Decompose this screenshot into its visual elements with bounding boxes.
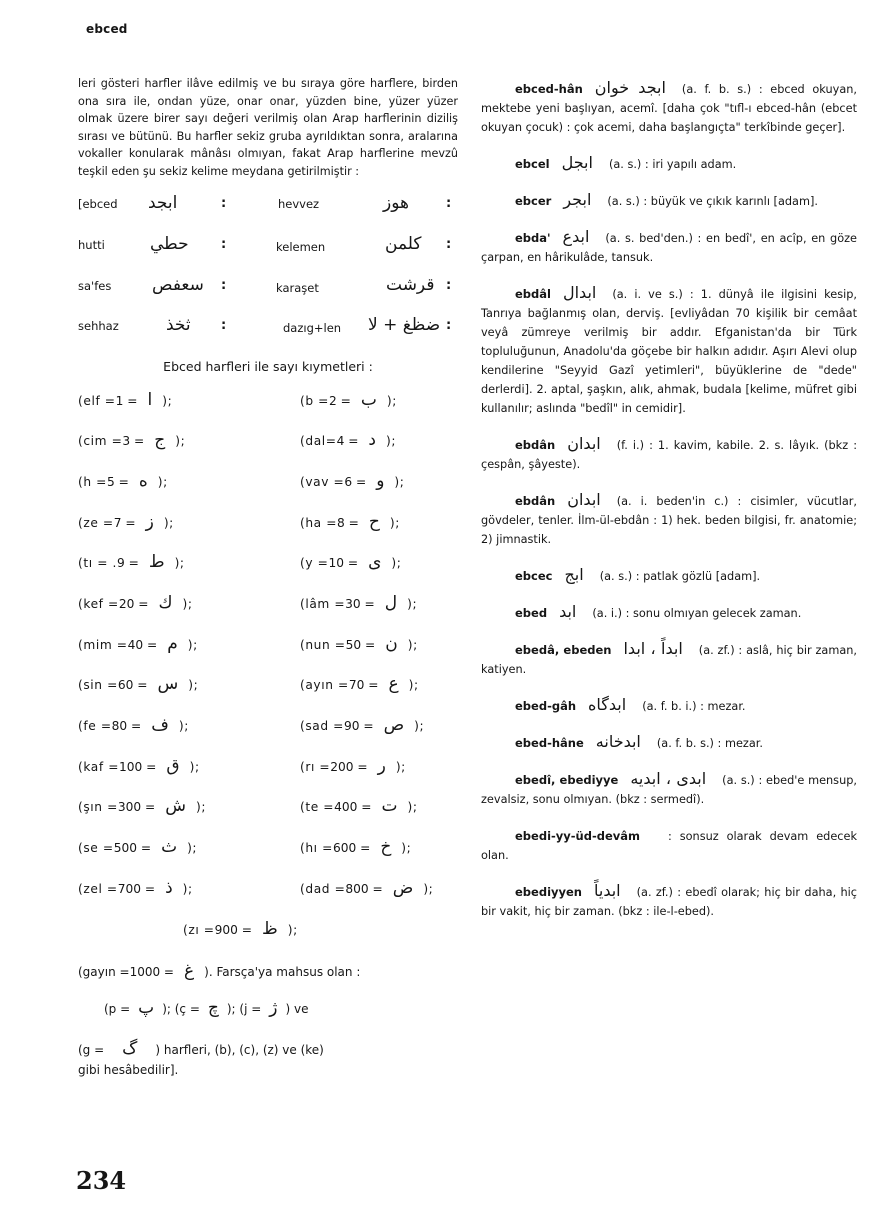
headword: ebced-hân: [515, 82, 583, 96]
abjad-latin: sa'fes: [78, 278, 112, 293]
letter-name: (kef =: [78, 597, 119, 611]
letter-glyph: ط: [148, 552, 165, 573]
definition: (a. s.) : patlak gözlü [adam].: [599, 570, 761, 583]
value-row: [78, 390, 458, 431]
letter-value: = 500);: [113, 841, 198, 856]
letter-name: (fe =: [78, 719, 112, 734]
letter-value: = 30);: [345, 597, 418, 611]
abjad-latin: karaşet: [276, 280, 319, 295]
letter-glyph: د: [368, 430, 376, 451]
letter-name: (sad =: [300, 719, 344, 734]
letter-glyph: ض: [392, 877, 414, 898]
left-column: [78, 75, 458, 1080]
letter-glyph: ذ: [165, 877, 173, 898]
letter-glyph: ج: [154, 430, 166, 451]
dictionary-entry: [481, 190, 857, 211]
headword-arabic: ابد: [559, 602, 577, 621]
definition: (a. i.) : sonu olmıyan gelecek zaman.: [592, 607, 802, 620]
dictionary-entry: [481, 825, 857, 865]
definition: (a. s.) : ebed'e mensup, zevalsiz, sonu olmıyan. (bkz : sermedî).: [481, 774, 857, 806]
headword-arabic: ابدى ، ابديه: [630, 769, 707, 788]
headword: ebed: [515, 606, 548, 620]
dictionary-entry: [481, 434, 857, 474]
letter-name: (zı =: [183, 922, 215, 937]
letter-value: = 6);: [344, 474, 405, 489]
headword-arabic: ابجد خوان: [594, 78, 666, 97]
closing-line: gibi hesâbedilir].: [78, 1063, 179, 1078]
headword: ebed-hâne: [515, 736, 584, 750]
g-line: (g = گ ) harfleri, (b), (c), (z) ve (ke): [78, 1039, 324, 1060]
dictionary-entry: [481, 565, 857, 586]
dictionary-entry: [481, 78, 857, 137]
headword: ebedâ, ebeden: [515, 643, 612, 657]
persian-letters-note: [78, 961, 458, 1080]
definition: (a. s. bed'den.) : en bedî', en acîp, en göze çarpan, en hârikulâde, tansuk.: [481, 232, 857, 264]
persian-line: (p = پ ); (ç = چ ); (j = ژ ) ve: [104, 998, 309, 1019]
abjad-arabic: سعفص: [152, 274, 204, 295]
letter-value: = 2);: [328, 393, 397, 408]
letter-glyph: ژ: [269, 998, 278, 1019]
separator: :: [221, 195, 227, 211]
letter-name: (b =: [300, 393, 329, 408]
definition: (a. i. ve s.) : 1. dünyâ ile ilgisini kesip, Tanrıya bağlanmış olan, derviş. [evliyâdan 70 kişilik bir cemâat veyâ zümreye verilmiş bir addır. Efganistan'da bir Türk topluluğunun, Anadolu'da göçebe bir halkın adıdır. Aşırı Alevi olup kendilerine "Seyyid Gazî yetimleri", büyüklerine de "dede" derlerdi]. 2. aptal, şaşkın, alık, ahmak, budala [kelime, müfret gibi kullanılır; aslında "bedîl" in cemidir].: [481, 288, 857, 415]
letter-glyph: ك: [158, 593, 173, 613]
abjad-latin: hutti: [78, 237, 105, 252]
headword-arabic: ابدخانه: [595, 732, 641, 751]
headword: ebediyyen: [515, 885, 582, 899]
dictionary-entry: [481, 283, 857, 418]
value-row: [78, 471, 458, 512]
headword-arabic: ابجل: [561, 153, 593, 172]
headword: ebedi-yy-üd-devâm: [515, 829, 641, 843]
letter-value: = 70);: [348, 678, 419, 693]
letter-glyph: و: [376, 470, 385, 491]
headword-arabic: ابدال: [562, 283, 597, 302]
definition: (a. zf.) : aslâ, hiç bir zaman, katiyen.: [481, 644, 857, 676]
separator: :: [446, 236, 452, 252]
headword: ebda': [515, 231, 551, 245]
headword-arabic: ابداً ، ابدا: [623, 639, 683, 658]
separator: :: [221, 277, 227, 293]
abjad-words-grid: [78, 191, 458, 351]
headword-arabic: ابجر: [563, 190, 592, 209]
definition: (a. s.) : büyük ve çıkık karınlı [adam].: [607, 195, 818, 208]
letter-name: (hı =: [300, 841, 333, 856]
letter-name: (te =: [300, 800, 335, 815]
letter-values-table: [78, 390, 458, 960]
letter-name: (rı =: [300, 759, 331, 774]
dictionary-entry: [481, 639, 857, 679]
letter-name: (y =: [300, 556, 329, 571]
headword-arabic: ابدياً: [593, 881, 621, 900]
value-row: [78, 430, 458, 471]
letter-glyph: ى: [368, 552, 382, 573]
headword: ebed-gâh: [515, 699, 577, 713]
letter-value: = 9);: [116, 556, 185, 571]
letter-name: (sin =: [78, 678, 118, 693]
letter-name: (zel =: [78, 881, 118, 896]
letter-name: (dal=: [300, 434, 337, 449]
letter-value: = 7);: [113, 515, 174, 530]
abjad-latin: hevvez: [278, 196, 320, 211]
abjad-latin: dazıg+len: [283, 320, 342, 335]
letter-glyph: ق: [166, 755, 180, 776]
letter-value: = 80);: [111, 719, 189, 734]
value-row: [78, 756, 458, 797]
letter-value: = 60);: [117, 678, 199, 693]
letter-name: (dad =: [300, 881, 346, 896]
letter-name: (tı = .: [78, 556, 117, 571]
letter-value: = 8);: [337, 515, 400, 530]
letter-value: = 50);: [345, 637, 418, 652]
abjad-arabic: حطي: [150, 233, 189, 254]
headword-arabic: ابدان: [567, 434, 601, 453]
letter-glyph: ر: [377, 755, 386, 776]
headword-arabic: ابدان: [567, 490, 601, 509]
letter-glyph: س: [157, 674, 179, 695]
letter-name: (ayın =: [300, 678, 349, 693]
value-row: [78, 674, 458, 715]
letter-glyph: ظ: [261, 918, 278, 939]
definition: (a. zf.) : ebedî olarak; hiç bir daha, hiç bir vakit, hiç bir zaman. (bkz : ile-l-ebed).: [481, 886, 857, 918]
letter-name: (şın =: [78, 800, 118, 815]
definition: : sonsuz olarak devam edecek olan.: [481, 830, 857, 862]
abjad-arabic: قرشت: [386, 274, 435, 295]
definition: (a. f. b. i.) : mezar.: [642, 700, 746, 713]
letter-value: = 20);: [118, 597, 193, 611]
letter-name: (kaf =: [78, 759, 120, 774]
headword: ebdân: [515, 494, 556, 508]
abjad-arabic: ابجد: [148, 192, 178, 213]
letter-name: (se =: [78, 841, 114, 856]
dictionary-entry: [481, 602, 857, 623]
headword: ebdân: [515, 438, 556, 452]
letter-name: (ze =: [78, 515, 114, 530]
page-number: 234: [76, 1166, 127, 1195]
letter-value: = 3);: [122, 434, 186, 449]
dictionary-entry: [481, 227, 857, 267]
dictionary-entry: [481, 695, 857, 716]
value-row: [78, 837, 458, 878]
letter-name: (h =: [78, 474, 107, 489]
dictionary-entry: [481, 769, 857, 809]
letter-glyph: ف: [151, 715, 169, 736]
letter-glyph: ص: [383, 715, 405, 736]
letter-value: = 40);: [127, 637, 198, 652]
abjad-arabic: ثخذ: [166, 314, 191, 335]
dictionary-entry: [481, 732, 857, 753]
letter-value: = 900);: [214, 922, 298, 937]
letter-value: = 90);: [344, 719, 425, 734]
headword: ebcer: [515, 194, 552, 208]
letter-value: = 100);: [119, 759, 200, 774]
letter-glyph: ع: [388, 674, 399, 695]
running-head: ebced: [86, 22, 128, 36]
letter-glyph: ز: [145, 511, 154, 532]
letter-glyph: ح: [368, 511, 380, 532]
intro-paragraph: leri gösteri harfler ilâve edilmiş ve bu sıraya göre harflere, birden ona sıra ile, ondan yüze, onar onar, yüzden bine, yüzer yüzer olmak üzere birer sayı değeri verilmiş olan Arap harflerinin diziliş sırası ve bütünü. Bu harfler sekiz gruba ayrıldıktan sonra, aralarına vokaller konularak mânâsı olmıyan, fakat Arap harflerine mevzû teşkil eden şu sekiz kelime meydana getirilmiştir :: [78, 77, 458, 178]
letter-glyph: گ: [122, 1039, 138, 1060]
separator: :: [221, 236, 227, 252]
abjad-arabic: ضظغ + لا: [368, 314, 441, 335]
headword: ebcec: [515, 569, 553, 583]
letter-glyph: ا: [147, 389, 153, 410]
value-row: [78, 919, 458, 960]
right-column: [481, 78, 857, 937]
letter-glyph: ه: [138, 470, 148, 491]
gayin-line: (gayın = غ= 1000). Farsça'ya mahsus olan :: [78, 961, 361, 982]
dictionary-entry: [481, 490, 857, 549]
letter-glyph: ل: [384, 593, 398, 613]
headword: ebcel: [515, 157, 550, 171]
letter-glyph: غ: [183, 961, 195, 982]
definition: (f. i.) : 1. kavim, kabile. 2. s. lâyık. (bkz : çespân, şâyeste).: [481, 439, 857, 471]
letter-glyph: چ: [207, 998, 219, 1019]
value-row: [78, 715, 458, 756]
headword: ebdâl: [515, 287, 551, 301]
letter-name: (cim =: [78, 434, 123, 449]
letter-value: = 600);: [332, 841, 412, 856]
dictionary-entry: [481, 153, 857, 174]
dictionary-entry: [481, 881, 857, 921]
headword-arabic: ابج: [564, 565, 584, 584]
letter-name: (nun =: [300, 637, 346, 652]
letter-glyph: ث: [161, 837, 178, 858]
separator: :: [221, 317, 227, 333]
letter-glyph: ن: [385, 633, 398, 654]
definition: (a. f. b. s.) : ebced okuyan, mektebe yeni başlıyan, acemî. [daha çok "tıfl-ı ebced-hân (ebcet okuyan çocuk) : çok acemi, daha başlangıçta" terkîbinde geçer].: [481, 83, 857, 134]
separator: :: [446, 195, 452, 211]
letter-value: = 400);: [334, 800, 418, 815]
definition: (a. i. beden'in c.) : cisimler, vücutlar, gövdeler, tenler. İlm-ül-ebdân : 1) hek. beden bilgisi, fr. anatomie; 2) jimnastik.: [481, 495, 857, 546]
value-row: [78, 878, 458, 919]
letter-value: = 5);: [106, 474, 168, 489]
abjad-latin: kelemen: [276, 239, 326, 254]
letter-name: (mim =: [78, 637, 128, 652]
letter-name: (vav =: [300, 474, 345, 489]
value-row: [78, 552, 458, 593]
letter-glyph: م: [167, 633, 178, 654]
value-row: [78, 634, 458, 675]
abjad-latin: [ebced: [78, 196, 118, 211]
letter-value: = 10);: [328, 556, 402, 571]
letter-name: (lâm =: [300, 597, 346, 611]
separator: :: [446, 317, 452, 333]
definition: (a. f. b. s.) : mezar.: [656, 737, 763, 750]
letter-name: (ha =: [300, 515, 338, 530]
letter-glyph: خ: [380, 837, 392, 858]
letter-name: (elf =: [78, 393, 116, 408]
definition: (a. s.) : iri yapılı adam.: [608, 158, 737, 171]
letter-value: = 800);: [345, 881, 434, 896]
abjad-arabic: هوز: [383, 192, 409, 213]
letter-glyph: ت: [381, 796, 398, 817]
value-row: [78, 796, 458, 837]
headword-arabic: ابدگاه: [588, 695, 627, 714]
letter-value: = 300);: [117, 800, 207, 815]
letter-value: = 700);: [117, 881, 193, 896]
letter-value: = 4);: [336, 434, 397, 449]
value-row: [78, 512, 458, 553]
headword: ebedî, ebediyye: [515, 773, 619, 787]
letter-value: = 1);: [115, 393, 173, 408]
separator: :: [446, 277, 452, 293]
letter-glyph: پ: [138, 998, 155, 1019]
abjad-latin: sehhaz: [78, 318, 119, 333]
letter-glyph: ب: [360, 389, 377, 410]
abjad-arabic: كلمن: [385, 233, 422, 254]
value-row: [78, 593, 458, 634]
headword-arabic: ابدع: [562, 227, 590, 246]
table-title: Ebced harfleri ile sayı kıymetleri :: [163, 358, 373, 374]
letter-glyph: ش: [165, 796, 187, 817]
letter-value: = 200);: [330, 759, 406, 774]
